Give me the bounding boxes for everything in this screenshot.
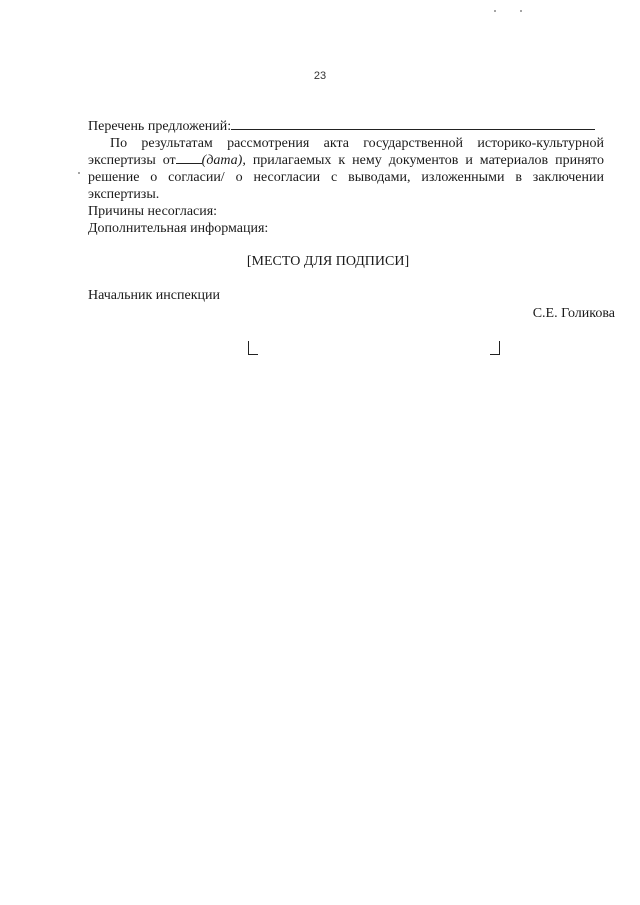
date-placeholder: (дата),: [201, 153, 246, 168]
page-number: 23: [313, 70, 327, 82]
stamp-corner-left-icon: [248, 341, 258, 355]
scan-speck: [520, 10, 522, 12]
stamp-corner-right-icon: [490, 341, 500, 355]
proposals-label: Перечень предложений:: [88, 119, 232, 134]
date-blank: [176, 162, 202, 164]
proposals-blank: [231, 128, 595, 130]
expertise-from-text: экспертизы от: [88, 153, 176, 168]
signature-placeholder: [МЕСТО ДЛЯ ПОДПИСИ]: [246, 254, 410, 269]
scan-speck: [494, 10, 496, 12]
reasons-label: Причины несогласия:: [88, 204, 218, 219]
proposals-line: [88, 118, 595, 135]
additional-info-label: Дополнительная информация:: [88, 221, 269, 236]
position-title: Начальник инспекции: [88, 288, 220, 303]
paragraph-line-4: экспертизы.: [88, 187, 160, 202]
signatory-name: С.Е. Голикова: [532, 306, 615, 321]
paragraph-line-2: [88, 152, 604, 169]
paragraph-line-3: решение о согласии/ о несогласии с выводами, изложенными в заключении: [88, 170, 604, 185]
paragraph-line-1: По результатам рассмотрения акта государственной историко-культурной: [110, 136, 604, 151]
scan-speck: [78, 172, 80, 174]
documents-text: прилагаемых к нему документов и материалов принято: [245, 153, 604, 168]
